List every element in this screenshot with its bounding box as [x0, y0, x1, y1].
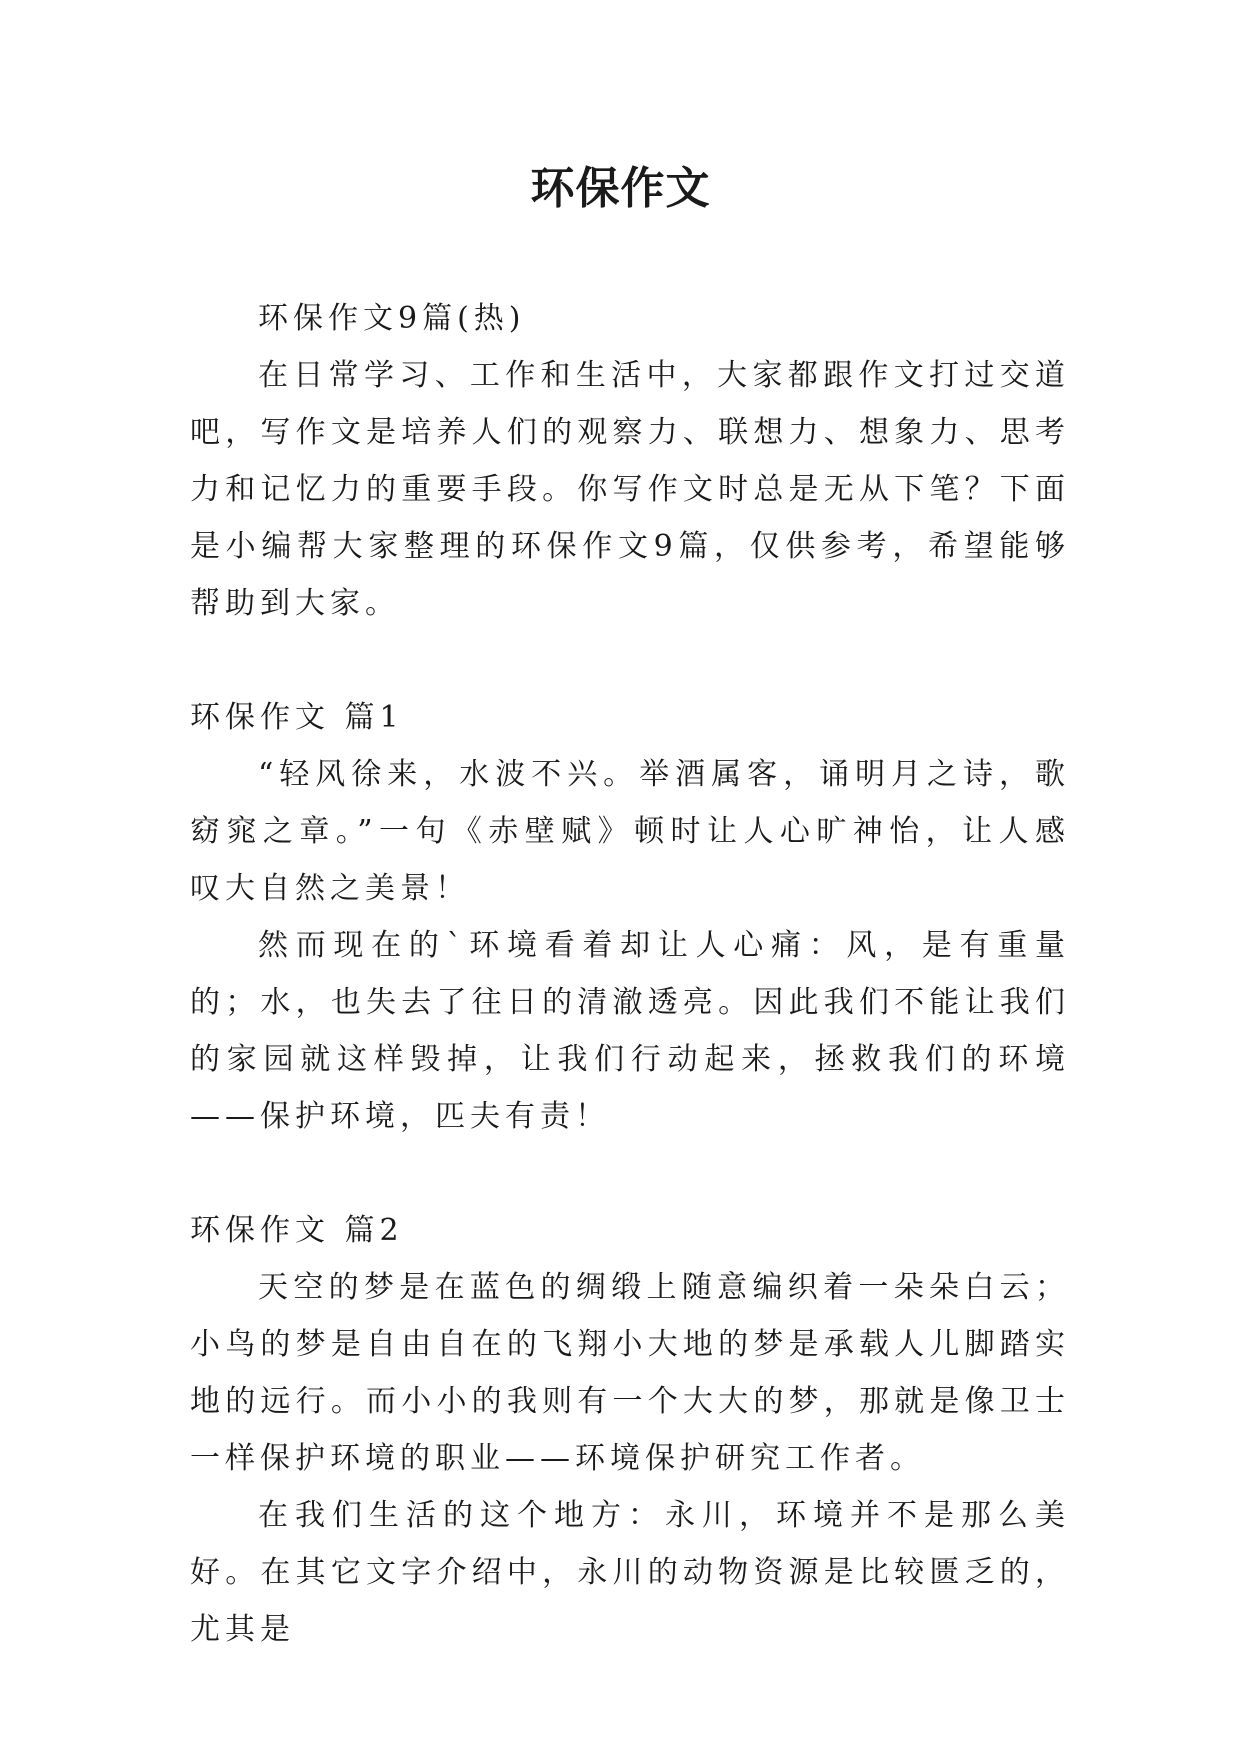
- document-subtitle: 环保作文9篇(热): [258, 301, 526, 336]
- section-2-paragraph-2: 在我们生活的这个地方：永川，环境并不是那么美好。在其它文字介绍中，永川的动物资源是比较匮乏的，尤其是: [190, 1498, 1070, 1647]
- section-spacer: [190, 1145, 1070, 1202]
- section-spacer: [190, 632, 1070, 689]
- document-title: 环保作文: [530, 163, 711, 214]
- section-1-paragraph-2: 然而现在的`环境看着却让人心痛：风，是有重量的；水，也失去了往日的清澈透亮。因此我们不能让我们的家园就这样毁掉，让我们行动起来，拯救我们的环境——保护环境，匹夫有责！: [190, 928, 1070, 1134]
- document-body: [190, 290, 1070, 1658]
- section-2-paragraph-1: 天空的梦是在蓝色的绸缎上随意编织着一朵朵白云；小鸟的梦是自由自在的飞翔小大地的梦是承载人儿脚踏实地的远行。而小小的我则有一个大大的梦，那就是像卫士一样保护环境的职业——环境保护研究工作者。: [190, 1270, 1070, 1476]
- section-1-paragraph-1: “轻风徐来，水波不兴。举酒属客，诵明月之诗，歌窈窕之章。”一句《赤壁赋》顿时让人心旷神怡，让人感叹大自然之美景！: [190, 757, 1070, 906]
- intro-paragraph: 在日常学习、工作和生活中，大家都跟作文打过交道吧，写作文是培养人们的观察力、联想力、想象力、思考力和记忆力的重要手段。你写作文时总是无从下笔？下面是小编帮大家整理的环保作文9篇，仅供参考，希望能够帮助到大家。: [190, 358, 1070, 621]
- section-heading-1: 环保作文 篇1: [190, 700, 404, 735]
- section-heading-2: 环保作文 篇2: [190, 1213, 404, 1248]
